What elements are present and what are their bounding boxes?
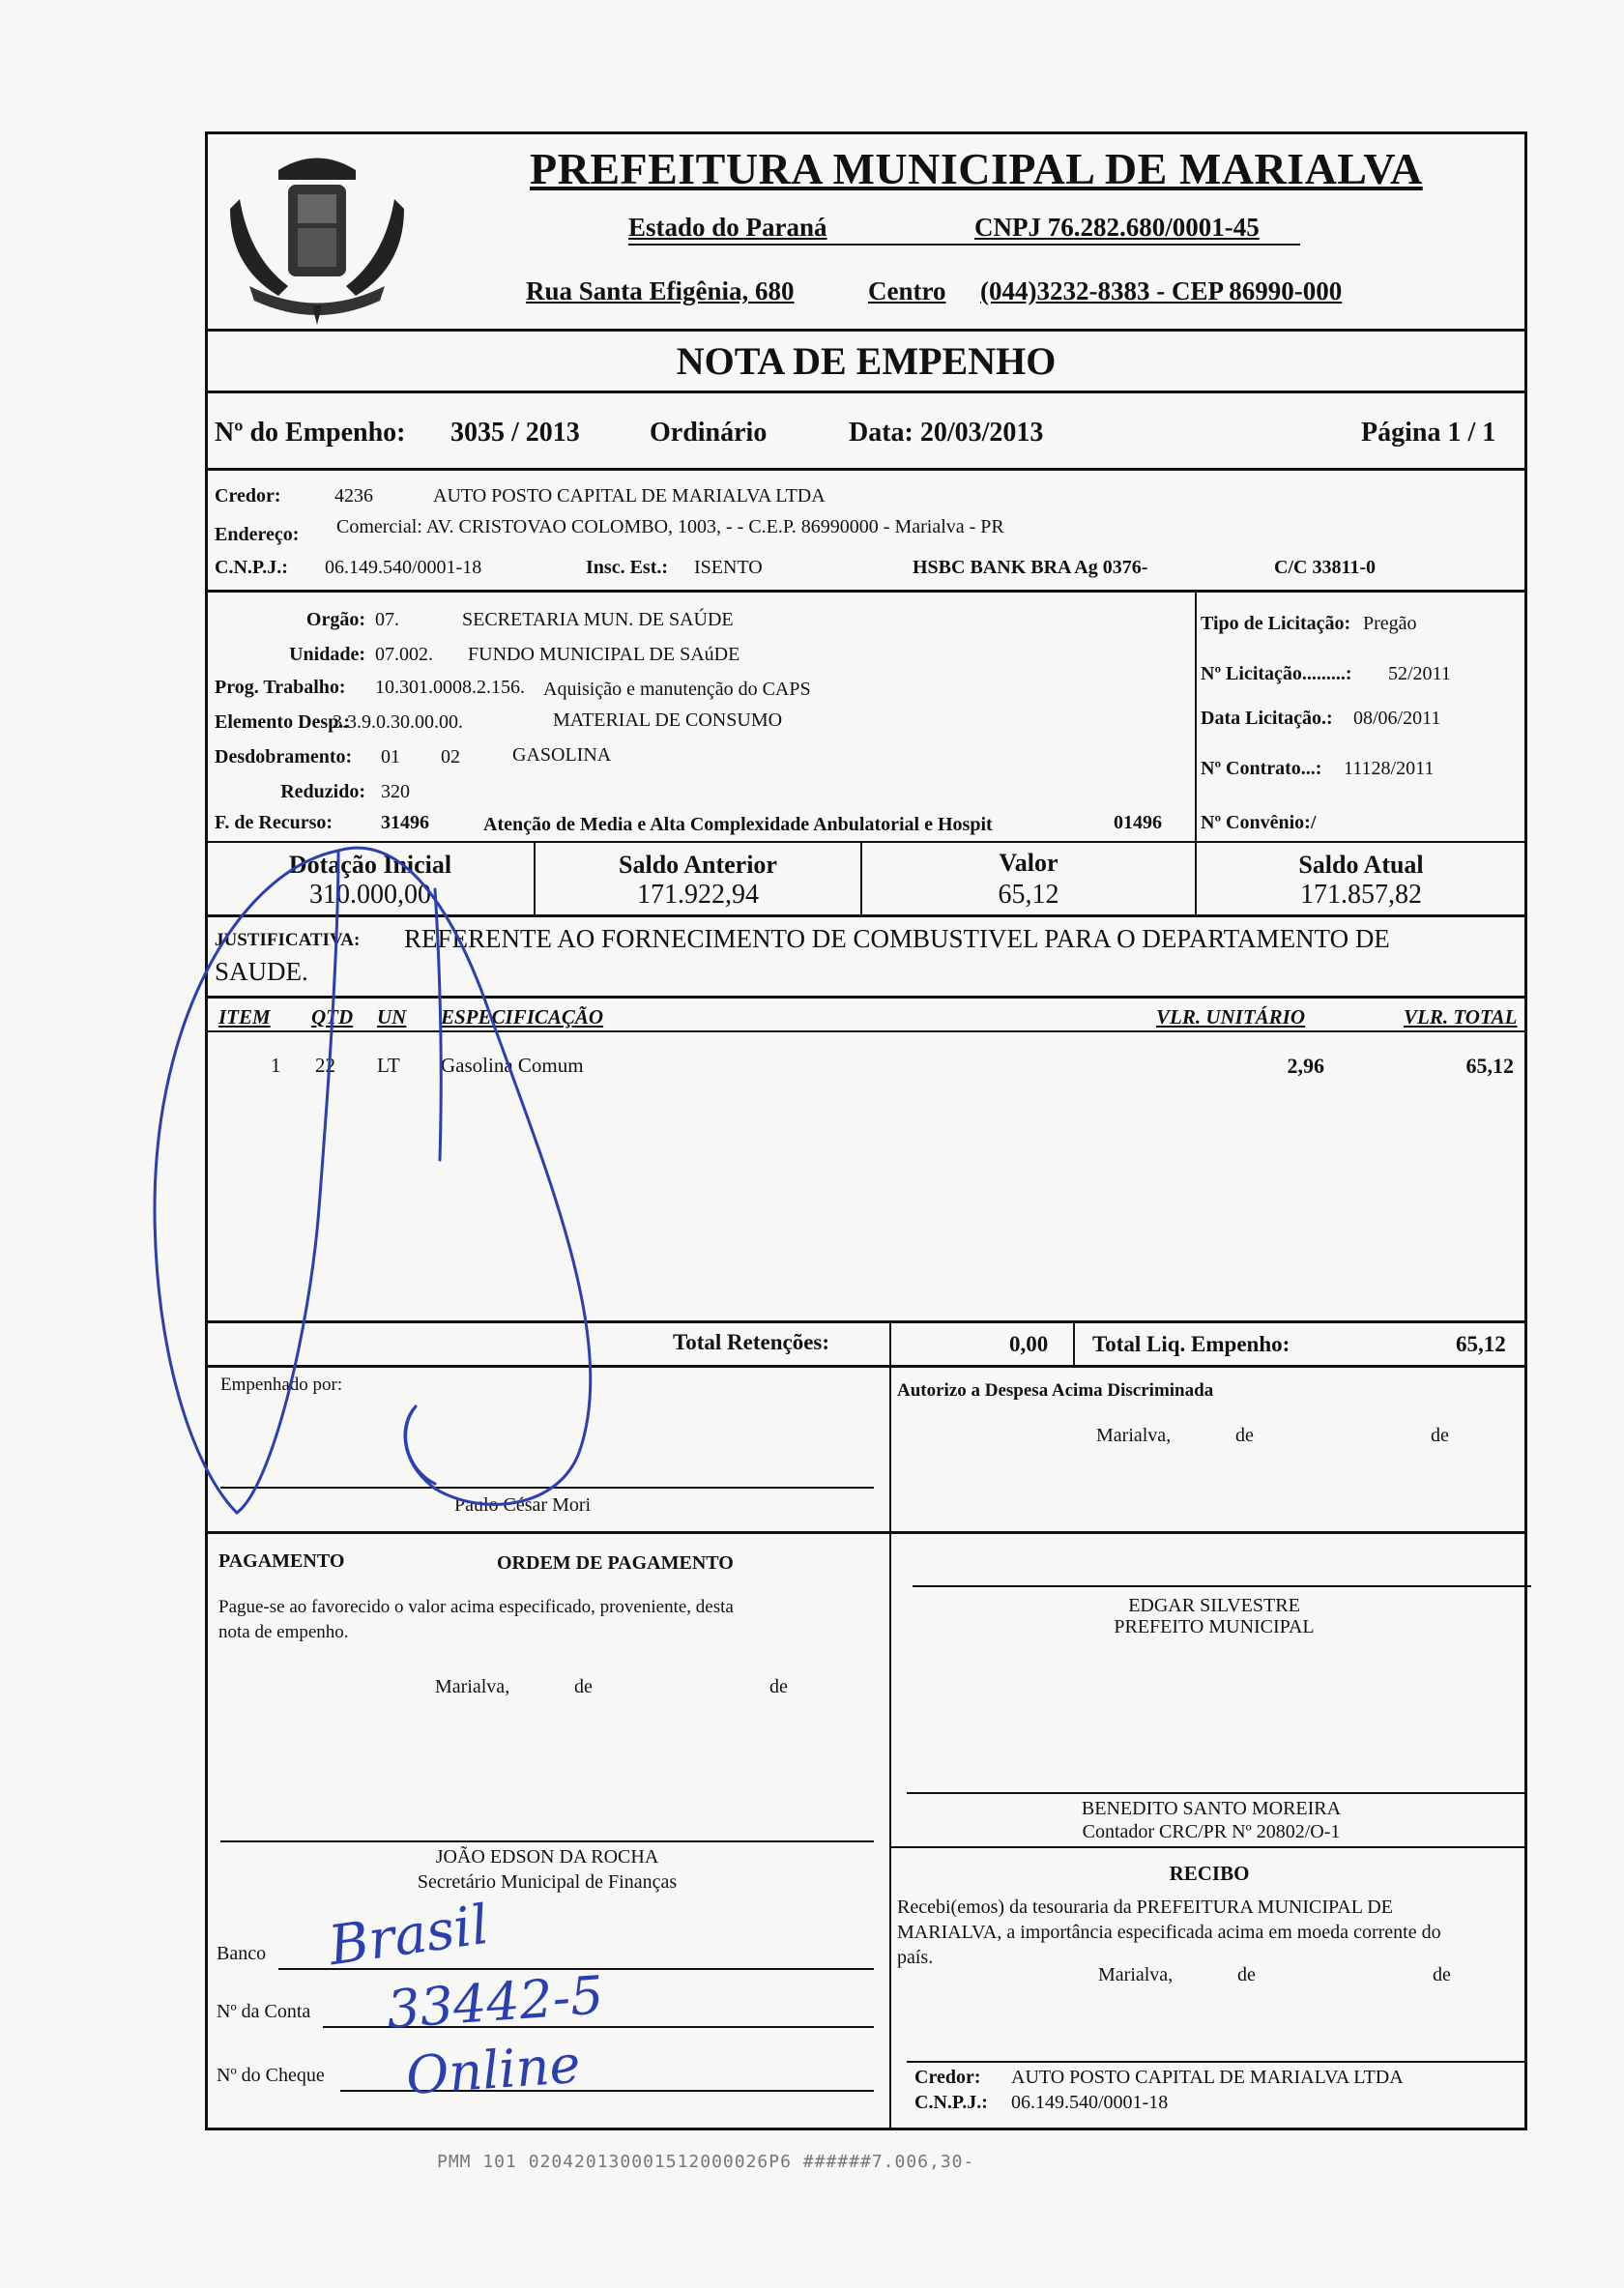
recibo-credor-label: Credor:	[914, 2067, 981, 2088]
col-header-qtd: QTD	[311, 1005, 354, 1028]
saldo-atual-label: Saldo Atual	[1298, 851, 1424, 879]
total-retencoes-value: 0,00	[1009, 1332, 1049, 1356]
pagamento-de-1: de	[574, 1676, 593, 1697]
recibo-cnpj: 06.149.540/0001-18	[1011, 2092, 1169, 2113]
hw-conta: 33442-5	[385, 1964, 606, 2041]
orgao-code: 07.	[375, 609, 399, 630]
num-licitacao-value: 52/2011	[1388, 663, 1451, 684]
unidade-code: 07.002.	[375, 644, 433, 665]
dotacao-value: 310.000,00	[309, 880, 431, 910]
saldo-anterior-value: 171.922,94	[637, 880, 759, 910]
justificativa-text-2: SAUDE.	[215, 957, 308, 986]
recibo-city: Marialva,	[1098, 1964, 1174, 1985]
prefeito-role: PREFEITO MUNICIPAL	[1114, 1616, 1315, 1637]
banco-label: Banco	[217, 1943, 267, 1964]
recibo-de-1: de	[1237, 1964, 1256, 1985]
num-licitacao-label: Nº Licitação.........:	[1201, 663, 1352, 684]
total-liquido-value: 65,12	[1456, 1332, 1506, 1356]
header-state: Estado do Paraná	[628, 213, 827, 242]
credor-label: Credor:	[215, 485, 281, 507]
secretario-name: JOÃO EDSON DA ROCHA	[435, 1846, 659, 1868]
fonte-recurso-label: F. de Recurso:	[215, 812, 334, 833]
pagamento-label: PAGAMENTO	[218, 1550, 345, 1572]
col-header-item: ITEM	[218, 1005, 271, 1028]
autorizo-de-1: de	[1235, 1425, 1254, 1446]
empenho-label: Nº do Empenho:	[215, 418, 406, 448]
cnpj-value: 06.149.540/0001-18	[325, 557, 482, 578]
insc-value: ISENTO	[694, 557, 763, 578]
convenio-label: Nº Convênio:/	[1201, 812, 1317, 833]
fonte-recurso-code: 31496	[381, 812, 429, 833]
reduzido-label: Reduzido:	[280, 781, 365, 802]
pagamento-de-2: de	[769, 1676, 788, 1697]
bank-account: C/C 33811-0	[1274, 557, 1376, 578]
col-header-total: VLR. TOTAL	[1404, 1005, 1518, 1028]
total-retencoes-label: Total Retenções:	[673, 1330, 830, 1354]
dotacao-label: Dotação Inicial	[288, 851, 452, 879]
credor-code: 4236	[334, 485, 373, 507]
empenhado-signer: Paulo César Mori	[454, 1494, 592, 1516]
contador-name: BENEDITO SANTO MOREIRA	[1081, 1798, 1342, 1819]
recibo-text-3: país.	[897, 1947, 934, 1968]
prog-code: 10.301.0008.2.156.	[375, 677, 525, 698]
desd-name: GASOLINA	[512, 744, 612, 766]
recibo-credor-name: AUTO POSTO CAPITAL DE MARIALVA LTDA	[1011, 2067, 1404, 2088]
row-un: LT	[377, 1054, 400, 1077]
contrato-label: Nº Contrato...:	[1201, 758, 1322, 779]
col-header-unit: VLR. UNITÁRIO	[1156, 1005, 1306, 1028]
row-qtd: 22	[315, 1054, 335, 1077]
autorizo-city: Marialva,	[1096, 1425, 1172, 1446]
orgao-name: SECRETARIA MUN. DE SAÚDE	[462, 609, 734, 630]
recibo-text-2: MARIALVA, a importância especificada acima em moeda corrente do	[897, 1922, 1441, 1943]
credor-name: AUTO POSTO CAPITAL DE MARIALVA LTDA	[433, 485, 826, 507]
prefeito-name: EDGAR SILVESTRE	[1128, 1595, 1300, 1616]
recibo-text-1: Recebi(emos) da tesouraria da PREFEITURA MUNICIPAL DE	[897, 1897, 1393, 1918]
justificativa-label: JUSTIFICATIVA:	[215, 930, 361, 950]
row-unit: 2,96	[1287, 1054, 1324, 1078]
desd-label: Desdobramento:	[215, 746, 353, 767]
empenho-date: Data: 20/03/2013	[849, 418, 1044, 448]
endereco: Comercial: AV. CRISTOVAO COLOMBO, 1003, - - C.E.P. 86990000 - Marialva - PR	[336, 516, 1004, 537]
hw-cheque: Online	[404, 2033, 583, 2107]
header-address: Rua Santa Efigênia, 680	[526, 276, 795, 305]
col-header-un: UN	[377, 1005, 407, 1028]
elem-code: 3.3.9.0.30.00.00.	[333, 711, 463, 733]
contrato-value: 11128/2011	[1344, 758, 1435, 779]
prog-name: Aquisição e manutenção do CAPS	[543, 679, 811, 700]
saldo-atual-value: 171.857,82	[1300, 880, 1422, 910]
orgao-label: Orgão:	[305, 609, 365, 630]
insc-label: Insc. Est.:	[586, 557, 669, 578]
contador-role: Contador CRC/PR Nº 20802/O-1	[1082, 1821, 1341, 1842]
prog-label: Prog. Trabalho:	[215, 677, 346, 698]
data-licitacao-label: Data Licitação.:	[1201, 708, 1333, 729]
valor-label: Valor	[999, 849, 1058, 877]
reduzido-value: 320	[381, 781, 410, 802]
empenho-number: 3035 / 2013	[450, 418, 580, 448]
valor-value: 65,12	[998, 880, 1059, 910]
recibo-de-2: de	[1433, 1964, 1451, 1985]
tipo-licitacao-value: Pregão	[1363, 613, 1417, 634]
fonte-recurso-name: Atenção de Media e Alta Complexidade Anbulatorial e Hospit	[483, 814, 993, 835]
elem-label: Elemento Desp.:	[215, 711, 350, 733]
secretario-role: Secretário Municipal de Finanças	[417, 1871, 678, 1893]
desd-b: 02	[441, 746, 460, 767]
recibo-title: RECIBO	[1169, 1862, 1250, 1885]
endereco-label: Endereço:	[215, 524, 300, 545]
unidade-name: FUNDO MUNICIPAL DE SAúDE	[468, 644, 740, 665]
empenho-page: Página 1 / 1	[1361, 418, 1496, 448]
footer-code: PMM 101 020420130001512000026P6 ######7.006,30-	[437, 2152, 975, 2172]
elem-name: MATERIAL DE CONSUMO	[553, 710, 783, 731]
recibo-cnpj-label: C.N.P.J.:	[914, 2092, 988, 2113]
data-licitacao-value: 08/06/2011	[1353, 708, 1441, 729]
unidade-label: Unidade:	[289, 644, 365, 665]
autorizo-de-2: de	[1431, 1425, 1449, 1446]
row-item: 1	[271, 1054, 281, 1077]
empenhado-label: Empenhado por:	[220, 1375, 343, 1395]
col-header-spec: ESPECIFICAÇÃO	[441, 1005, 604, 1028]
autorizo-title: Autorizo a Despesa Acima Discriminada	[897, 1380, 1214, 1401]
doc-title: NOTA DE EMPENHO	[676, 339, 1057, 383]
pagamento-text-2: nota de empenho.	[218, 1622, 349, 1642]
cheque-label: Nº do Cheque	[217, 2065, 325, 2086]
empenho-type: Ordinário	[650, 418, 768, 448]
bank-info: HSBC BANK BRA Ag 0376-	[913, 557, 1148, 578]
header-neighborhood: Centro	[868, 276, 946, 305]
hw-banco: Brasil	[325, 1893, 493, 1979]
pagamento-text-1: Pague-se ao favorecido o valor acima especificado, proveniente, desta	[218, 1597, 734, 1617]
conta-label: Nº da Conta	[217, 2001, 311, 2022]
tipo-licitacao-label: Tipo de Licitação:	[1201, 613, 1351, 634]
total-liquido-label: Total Liq. Empenho:	[1092, 1332, 1290, 1356]
pagamento-city: Marialva,	[435, 1676, 510, 1697]
justificativa-text: REFERENTE AO FORNECIMENTO DE COMBUSTIVEL PARA O DEPARTAMENTO DE	[404, 924, 1390, 953]
header-title: PREFEITURA MUNICIPAL DE MARIALVA	[530, 144, 1423, 193]
ordem-pagamento: ORDEM DE PAGAMENTO	[497, 1552, 734, 1574]
header-cnpj: CNPJ 76.282.680/0001-45	[974, 213, 1260, 242]
row-spec: Gasolina Comum	[441, 1054, 584, 1077]
fonte-recurso-num: 01496	[1114, 812, 1162, 833]
saldo-anterior-label: Saldo Anterior	[619, 851, 777, 879]
desd-a: 01	[381, 746, 400, 767]
row-total: 65,12	[1465, 1054, 1514, 1078]
header-phone-cep: (044)3232-8383 - CEP 86990-000	[980, 276, 1343, 305]
cnpj-label: C.N.P.J.:	[215, 557, 288, 578]
